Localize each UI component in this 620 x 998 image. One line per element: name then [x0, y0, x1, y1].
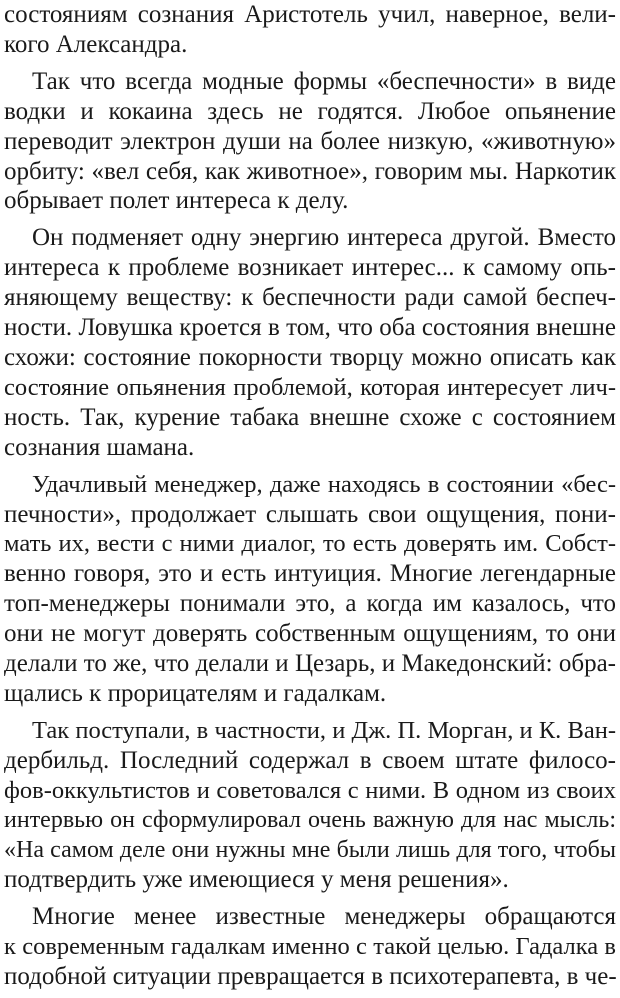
text-line: мать их, вести с ними диалог, то есть доверять им. Собст-	[4, 530, 616, 558]
text-line: сознания шамана.	[4, 433, 195, 461]
text-line: Удачливый менеджер, даже находясь в состоянии «бес-	[32, 470, 616, 498]
text-line: яняющему веществу: к беспечности ради самой беспеч-	[4, 284, 616, 312]
text-line: схожи: состояние покорности творцу можно описать как	[4, 344, 616, 371]
text-line: состояние опьянения проблемой, которая интересует лич-	[4, 373, 616, 401]
text-line: печности», продолжает слышать свои ощущения, пони-	[4, 500, 616, 528]
text-line: обрывает полет интереса к делу.	[4, 187, 349, 215]
text-line: венно говоря, это и есть интуиция. Многие легендарные	[4, 560, 616, 588]
text-line: Многие менее известные менеджеры обращаются	[32, 903, 616, 931]
text-line: Так что всегда модные формы «беспечности» в виде	[32, 67, 616, 95]
text-line: топ-менеджеры понимали это, а когда им казалось, что	[4, 590, 616, 618]
text-line: водки и кокаина здесь не годятся. Любое опьянение	[4, 97, 616, 125]
text-line: ности. Ловушка кроется в том, что оба состояния внешне	[4, 314, 616, 342]
text-line: состояниям сознания Аристотель учил, наверное, вели-	[4, 1, 616, 28]
text-line: подтвердить уже имеющиеся у меня решения».	[4, 866, 509, 894]
text-line: щались к прорицателям и гадалкам.	[4, 679, 387, 707]
text-line: Так поступали, в частности, и Дж. П. Морган, и К. Ван-	[32, 716, 616, 744]
text-line: делали то же, что делали и Цезарь, и Македонский: обра-	[4, 650, 616, 677]
text-line: интереса к проблеме возникает интерес... к самому опь-	[4, 254, 616, 282]
text-line: к современным гадалкам именно с такой целью. Гадалка в	[4, 933, 616, 961]
text-line: подобной ситуации превращается в психотерапевта, в че-	[4, 963, 617, 991]
text-line: кого Александра.	[4, 30, 188, 58]
text-line: ность. Так, курение табака внешне схоже с состоянием	[4, 403, 616, 431]
text-line: интервью он сформулировал очень важную для нас мысль:	[4, 806, 616, 833]
text-line: они не могут доверять собственным ощущениям, то они	[4, 620, 616, 648]
text-line: «На самом деле они нужны мне были лишь для того, чтобы	[4, 836, 616, 863]
text-line: дербильд. Последний содержал в своем штате филосо-	[4, 746, 616, 774]
text-line: переводит электрон души на более низкую, «животную»	[4, 127, 616, 155]
text-line: фов-оккультистов и советовался с ними. В одном из своих	[4, 776, 616, 804]
text-line: Он подменяет одну энергию интереса другой. Вместо	[32, 224, 616, 252]
text-line: орбиту: «вел себя, как животное», говорим мы. Наркотик	[4, 157, 616, 185]
